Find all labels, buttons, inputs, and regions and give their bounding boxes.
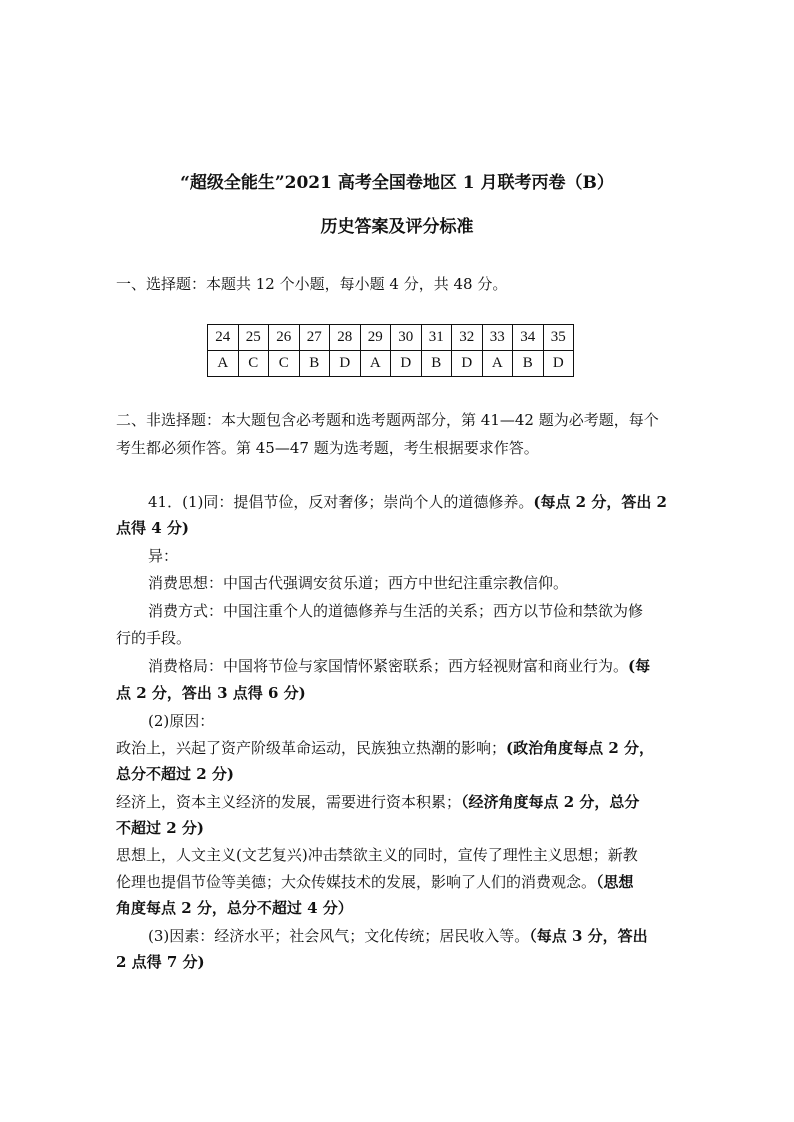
section1-heading: 一、选择题：本题共 12 个小题，每小题 4 分，共 48 分。: [116, 275, 508, 293]
economy-text: 经济上，资本主义经济的发展，需要进行资本积累；: [116, 793, 462, 811]
question-number: 27: [299, 325, 330, 351]
q41-part1-text: 41．(1)同：提倡节俭，反对奢侈；崇尚个人的道德修养。: [148, 493, 534, 511]
question-number: 24: [208, 325, 239, 351]
ideology-line1: 思想上，人文主义(文艺复兴)冲击禁欲主义的同时，宣传了理性主义思想；新教: [116, 846, 638, 864]
answer-cell: B: [299, 351, 330, 377]
question-number: 32: [452, 325, 483, 351]
answer-cell: A: [208, 351, 239, 377]
politics-line1: [116, 738, 654, 758]
consumption-pattern-line1: [148, 656, 650, 676]
section2-heading-line2: 考生都必须作答。第 45—47 题为选考题，考生根据要求作答。: [116, 439, 539, 457]
answer-row: [208, 351, 574, 377]
section2-heading-line1: 二、非选择题：本大题包含必考题和选考题两部分，第 41—42 题为必考题，每个: [116, 411, 659, 429]
q41-part1-score: (每点 2 分，答出 2: [533, 493, 667, 511]
question-number: 26: [269, 325, 300, 351]
economy-score-cont: 不超过 2 分): [116, 819, 204, 837]
consumption-pattern-text: 消费格局：中国将节俭与家国情怀紧密联系；西方轻视财富和商业行为。: [148, 657, 629, 675]
q41-part1-line1: [148, 492, 667, 512]
answer-cell: A: [360, 351, 391, 377]
ideology-line2: [116, 872, 634, 892]
politics-text: 政治上，兴起了资产阶级革命运动，民族独立热潮的影响；: [116, 739, 507, 757]
answer-cell: D: [452, 351, 483, 377]
answer-cell: C: [269, 351, 300, 377]
answer-cell: D: [330, 351, 361, 377]
consumption-thought: 消费思想：中国古代强调安贫乐道；西方中世纪注重宗教信仰。: [148, 574, 569, 592]
ideology-score-cont: 角度每点 2 分，总分不超过 4 分）: [116, 899, 353, 917]
question-number: 35: [543, 325, 574, 351]
answer-cell: A: [482, 351, 513, 377]
consumption-method-line2: 行的手段。: [116, 629, 192, 647]
q41-part3-text: (3)因素：经济水平；社会风气；文化传统；居民收入等。: [148, 927, 530, 945]
question-number: 31: [421, 325, 452, 351]
answer-cell: C: [238, 351, 269, 377]
economy-line1: [116, 792, 639, 812]
q41-part1-score-cont: 点得 4 分): [116, 519, 189, 537]
question-number: 28: [330, 325, 361, 351]
difference-label: 异：: [148, 547, 179, 565]
politics-score-cont: 总分不超过 2 分): [116, 765, 234, 783]
politics-score: (政治角度每点 2 分，: [506, 739, 654, 757]
question-number: 33: [482, 325, 513, 351]
answer-table: [207, 324, 574, 377]
answer-cell: D: [391, 351, 422, 377]
document-subtitle: 历史答案及评分标准: [320, 217, 474, 237]
consumption-method-line1: 消费方式：中国注重个人的道德修养与生活的关系；西方以节俭和禁欲为修: [148, 602, 644, 620]
answer-cell: B: [513, 351, 544, 377]
ideology-text: 伦理也提倡节俭等美德；大众传媒技术的发展，影响了人们的消费观念。: [116, 873, 597, 891]
question-number: 29: [360, 325, 391, 351]
ideology-score: （思想: [596, 873, 634, 891]
economy-score: （经济角度每点 2 分，总分: [461, 793, 640, 811]
consumption-pattern-score-cont: 点 2 分，答出 3 点得 6 分): [116, 684, 306, 702]
q41-part2-label: (2)原因：: [148, 712, 215, 730]
consumption-pattern-score: (每: [628, 657, 651, 675]
question-number-row: [208, 325, 574, 351]
answer-cell: D: [543, 351, 574, 377]
q41-part3-score-cont: 2 点得 7 分): [116, 953, 205, 971]
document-title: “超级全能生”2021 高考全国卷地区 1 月联考丙卷（B）: [180, 173, 614, 193]
question-number: 30: [391, 325, 422, 351]
q41-part3-line1: [148, 926, 648, 946]
question-number: 34: [513, 325, 544, 351]
question-number: 25: [238, 325, 269, 351]
q41-part3-score: （每点 3 分，答出: [529, 927, 648, 945]
answer-cell: B: [421, 351, 452, 377]
